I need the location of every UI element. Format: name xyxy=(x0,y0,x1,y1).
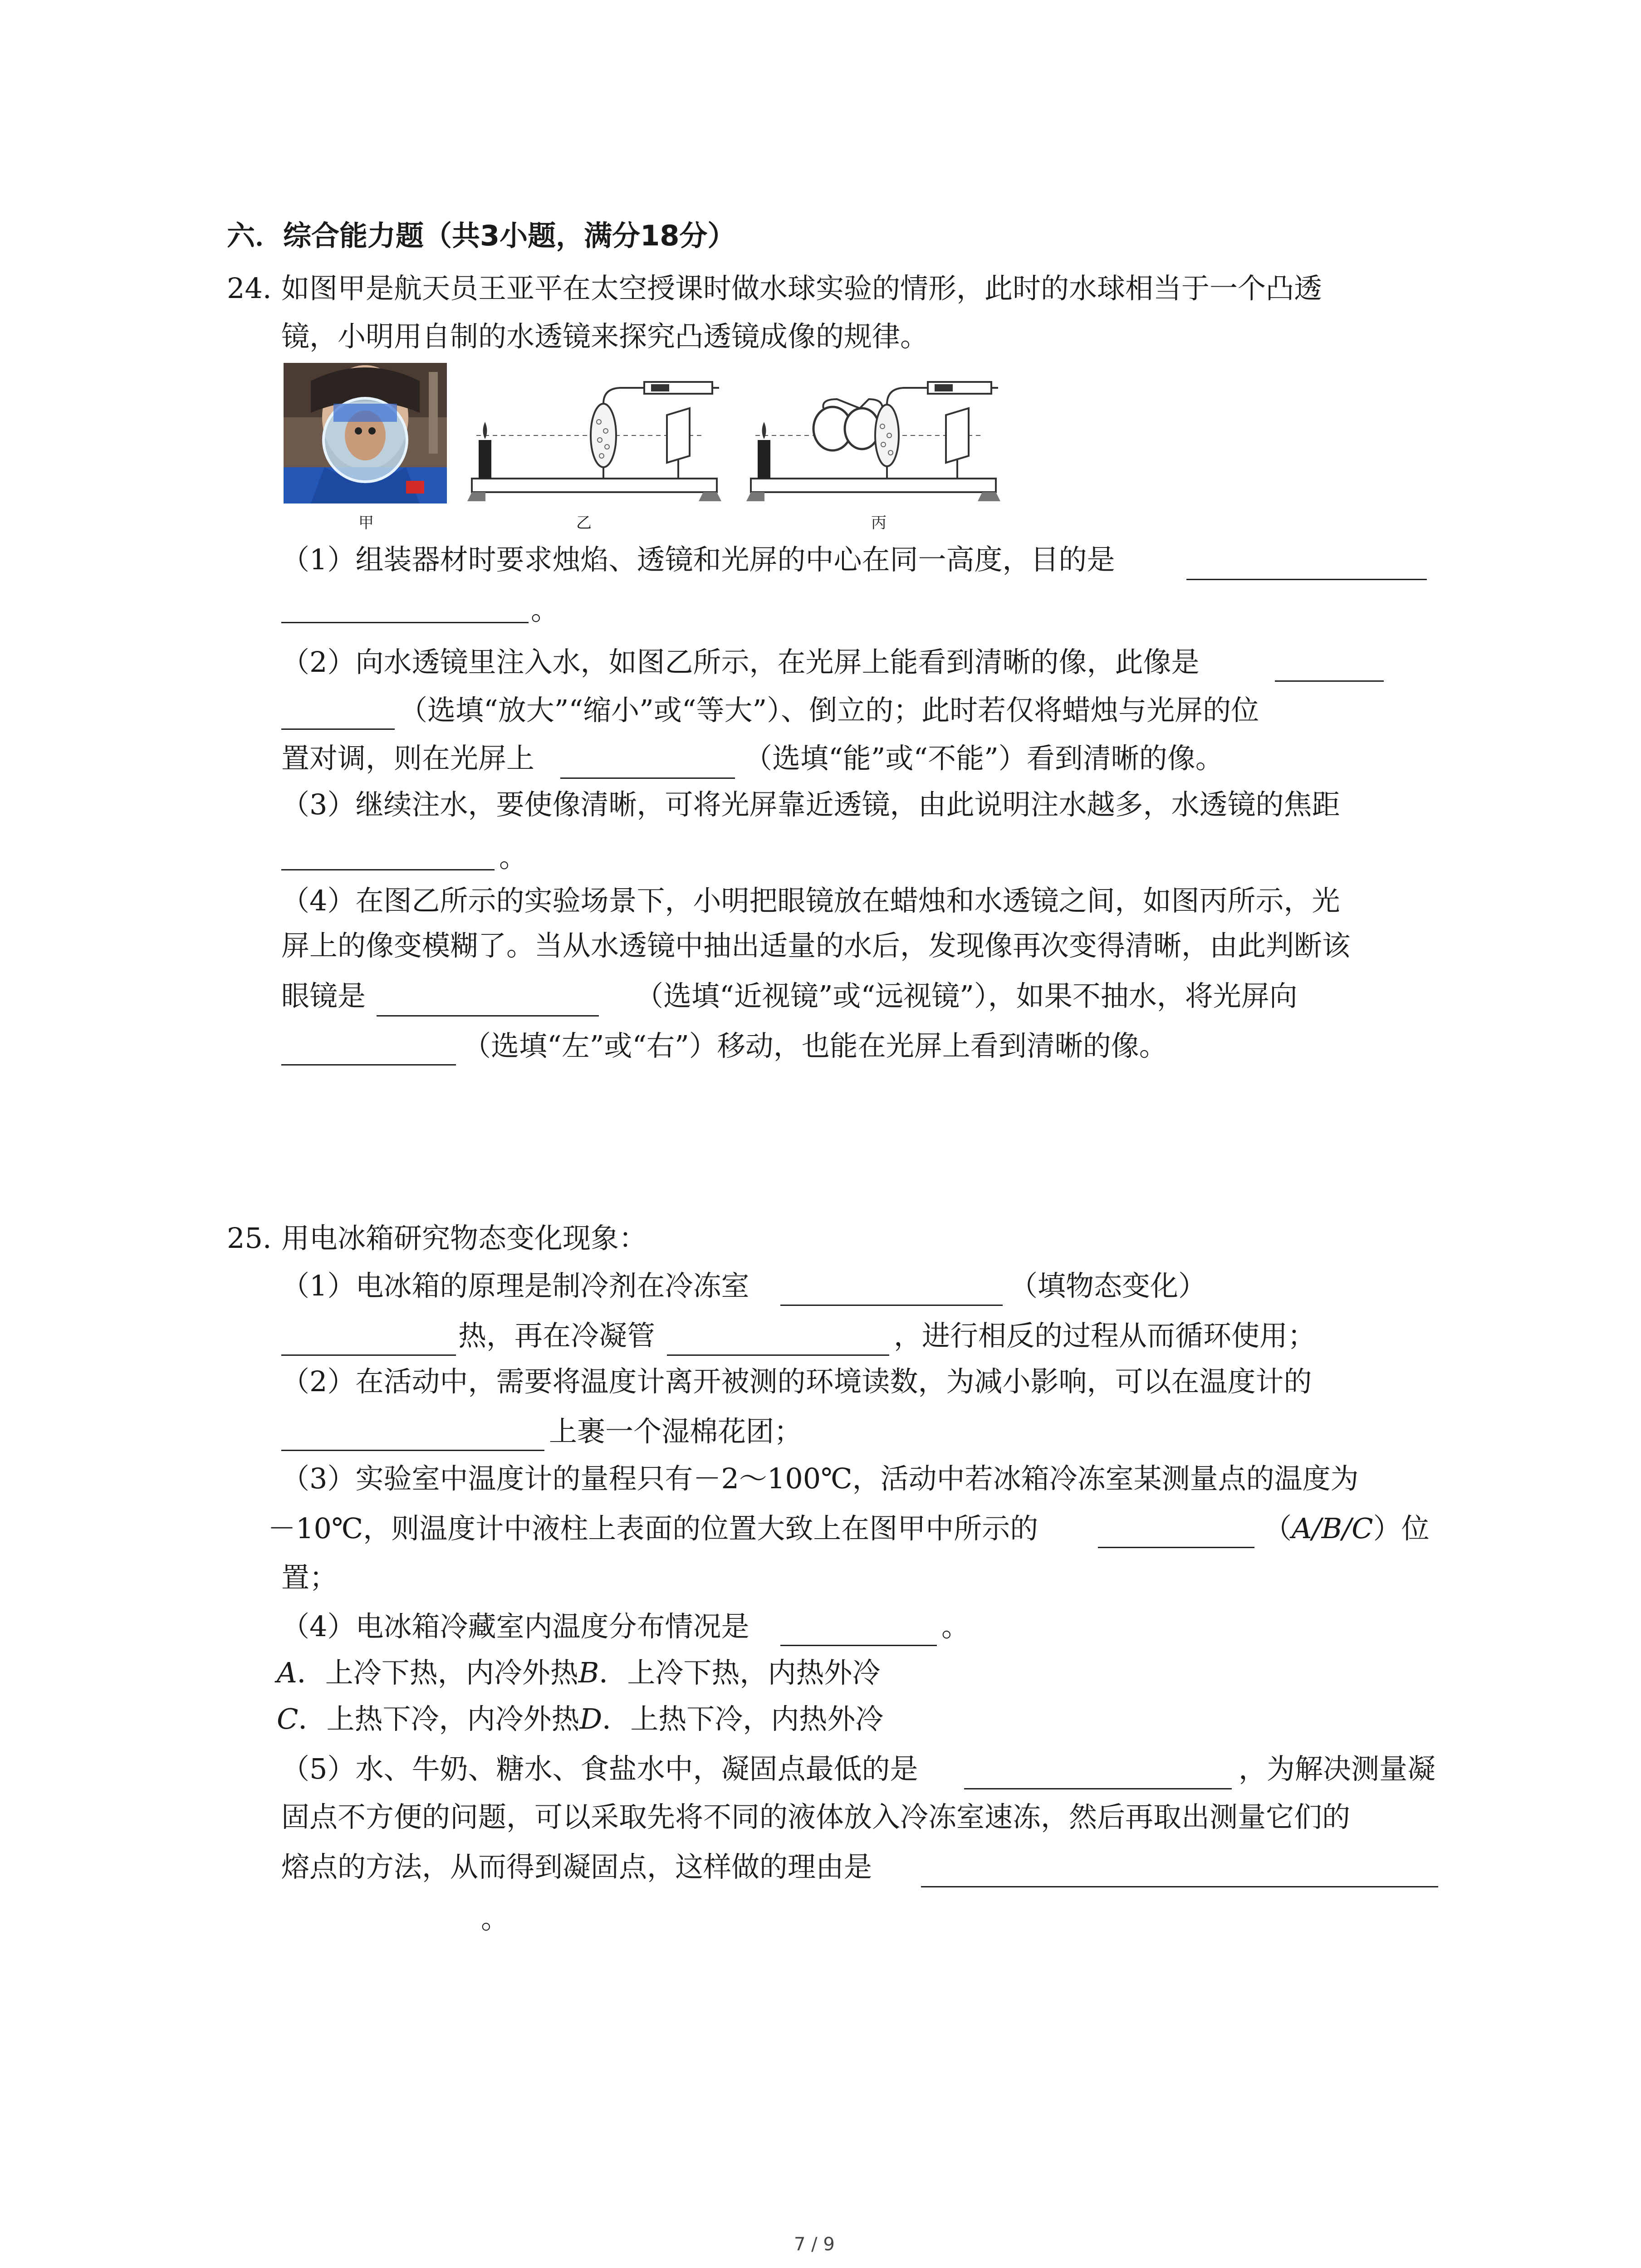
figure-yi-bench xyxy=(467,372,721,503)
q25-part1-line1a: （1）电冰箱的原理是制冷剂在冷冻室 xyxy=(281,1269,749,1302)
q25-part4-line1: （4）电冰箱冷藏室内温度分布情况是 xyxy=(281,1610,749,1643)
figure-caption-yi: 乙 xyxy=(576,514,592,532)
q24-number: 24. xyxy=(227,272,272,305)
q25-number: 25. xyxy=(227,1222,272,1255)
option-c-text: ．上热下冷，内冷外热 xyxy=(298,1702,580,1735)
q24-part1-blank-cont[interactable] xyxy=(281,596,529,623)
q24-part3-blank[interactable] xyxy=(281,843,495,870)
q25-part2-line1: （2）在活动中，需要将温度计离开被测的环境读数，为减小影响，可以在温度计的 xyxy=(281,1365,1312,1398)
figure-bing-bench xyxy=(746,372,1000,503)
q25-part3-options xyxy=(1264,1510,1430,1547)
q24-part4-line2: 屏上的像变模糊了。当从水透镜中抽出适量的水后，发现像再次变得清晰，由此判断该 xyxy=(281,929,1351,962)
q24-part3-line1: （3）继续注水，要使像清晰，可将光屏靠近透镜，由此说明注水越多，水透镜的焦距 xyxy=(281,788,1340,821)
q25-part5-line2: 固点不方便的问题，可以采取先将不同的液体放入冷冻室速冻，然后再取出测量它们的 xyxy=(281,1800,1351,1833)
q24-part2-line1: （2）向水透镜里注入水，如图乙所示，在光屏上能看到清晰的像，此像是 xyxy=(281,645,1200,679)
q24-part2-line3a: 置对调，则在光屏上 xyxy=(281,742,535,775)
q24-stem-line1: 如图甲是航天员王亚平在太空授课时做水球实验的情形，此时的水球相当于一个凸透 xyxy=(281,272,1323,305)
figure-caption-jia: 甲 xyxy=(358,514,374,532)
q24-part1-blank[interactable] xyxy=(1186,552,1427,580)
q24-part1-end: 。 xyxy=(531,593,559,626)
q24-part4-line3b: （选填“近视镜”或“远视镜”），如果不抽水，将光屏向 xyxy=(635,979,1298,1012)
q25-part1-blank2[interactable] xyxy=(281,1328,456,1356)
option-d-label: D xyxy=(579,1702,603,1735)
q25-options-cd xyxy=(277,1701,883,1737)
option-d-text: ．上热下冷，内热外冷 xyxy=(602,1702,884,1735)
q25-part3-blank[interactable] xyxy=(1098,1520,1254,1548)
q25-part5-line3: 熔点的方法，从而得到凝固点，这样做的理由是 xyxy=(281,1850,872,1883)
figure-jia-photo xyxy=(284,363,447,503)
q25-options-ab xyxy=(277,1655,880,1691)
q24-part4-line4: （选填“左”或“右”）移动，也能在光屏上看到清晰的像。 xyxy=(463,1029,1167,1062)
q25-part1-blank1[interactable] xyxy=(780,1278,1003,1306)
q25-part1-line1b: （填物态变化） xyxy=(1009,1269,1207,1302)
option-b-text: ．上冷下热，内热外冷 xyxy=(599,1656,881,1689)
q25-part1-line2b: ，进行相反的过程从而循环使用； xyxy=(894,1319,1316,1352)
q25-part4-blank[interactable] xyxy=(780,1618,937,1646)
option-a-label: A xyxy=(277,1656,297,1689)
q25-part3-paren-close: ）位 xyxy=(1373,1512,1430,1545)
q25-part4-end: 。 xyxy=(941,1610,970,1643)
q24-part4-blank1[interactable] xyxy=(377,989,599,1017)
page-number: 7 / 9 xyxy=(794,2234,835,2255)
figure-caption-bing: 丙 xyxy=(871,514,887,532)
q24-part1-text: （1）组装器材时要求烛焰、透镜和光屏的中心在同一高度，目的是 xyxy=(281,543,1115,576)
option-a-text: ．上冷下热，内冷外热 xyxy=(297,1656,578,1689)
q24-part2-blank1-cont[interactable] xyxy=(281,702,395,730)
q25-part2-line2: 上裹一个湿棉花团； xyxy=(549,1415,803,1448)
q25-part5-blank2[interactable] xyxy=(921,1860,1438,1887)
q25-part3-line3: 置； xyxy=(281,1561,338,1594)
q24-part2-line3b: （选填“能”或“不能”）看到清晰的像。 xyxy=(744,742,1224,775)
option-c-label: C xyxy=(277,1702,299,1735)
q24-part2-line2: （选填“放大”“缩小”或“等大”）、倒立的；此时若仅将蜡烛与光屏的位 xyxy=(399,694,1259,727)
q25-part2-blank[interactable] xyxy=(281,1423,544,1451)
q24-part4-line3a: 眼镜是 xyxy=(281,979,366,1012)
q25-part1-blank3[interactable] xyxy=(667,1328,889,1356)
q25-part3-options-var: A/B/C xyxy=(1292,1512,1373,1545)
q25-part5-blank1[interactable] xyxy=(964,1762,1232,1789)
q24-stem-line2: 镜，小明用自制的水透镜来探究凸透镜成像的规律。 xyxy=(281,320,929,353)
option-b-label: B xyxy=(578,1656,599,1689)
q25-part5-end: 。 xyxy=(481,1902,509,1935)
q25-part3-paren-open: （ xyxy=(1264,1512,1292,1545)
q24-part2-blank2[interactable] xyxy=(560,751,735,779)
q25-part3-line2a: －10℃，则温度计中液柱上表面的位置大致上在图甲中所示的 xyxy=(268,1512,1038,1545)
q24-part3-end: 。 xyxy=(499,841,528,874)
q25-part5-line1b: ，为解决测量凝 xyxy=(1239,1752,1436,1785)
q25-part5-line1a: （5）水、牛奶、糖水、食盐水中，凝固点最低的是 xyxy=(281,1752,918,1785)
q24-part2-blank1[interactable] xyxy=(1275,654,1384,682)
section-title: 六．综合能力题（共3小题，满分18分） xyxy=(227,219,736,252)
q24-part4-blank2[interactable] xyxy=(281,1038,456,1066)
q25-part1-line2a: 热，再在冷凝管 xyxy=(458,1319,656,1352)
q25-part3-line1: （3）实验室中温度计的量程只有－2～100℃，活动中若冰箱冷冻室某测量点的温度为 xyxy=(281,1462,1359,1495)
q24-part4-line1: （4）在图乙所示的实验场景下，小明把眼镜放在蜡烛和水透镜之间，如图丙所示，光 xyxy=(281,884,1340,917)
q25-stem: 用电冰箱研究物态变化现象： xyxy=(281,1222,647,1255)
